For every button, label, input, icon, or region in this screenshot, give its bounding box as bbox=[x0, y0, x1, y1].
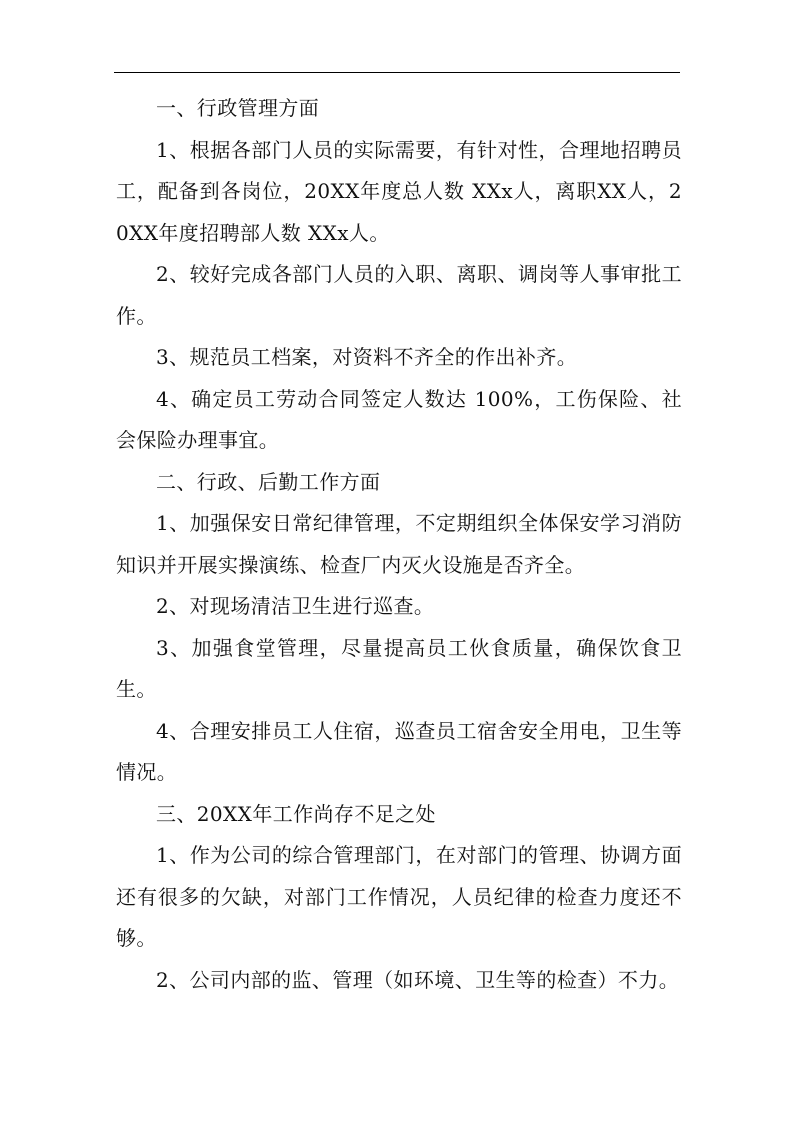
header-rule bbox=[114, 72, 680, 73]
paragraph-labor-contracts: 4、确定员工劳动合同签定人数达 100%，工伤保险、社会保险办理事宜。 bbox=[116, 386, 682, 452]
paragraph-hr-approval: 2、较好完成各部门人员的入职、离职、调岗等人事审批工作。 bbox=[116, 262, 682, 328]
paragraph-internal-supervision: 2、公司内部的监、管理（如环境、卫生等的检查）不力。 bbox=[156, 967, 680, 992]
section-heading-logistics: 二、行政、后勤工作方面 bbox=[156, 469, 381, 494]
paragraph-employee-files: 3、规范员工档案，对资料不齐全的作出补齐。 bbox=[156, 345, 578, 369]
paragraph-cleaning: 2、对现场清洁卫生进行巡查。 bbox=[156, 594, 435, 618]
section-heading-admin: 一、行政管理方面 bbox=[156, 96, 320, 120]
paragraph-recruitment: 1、根据各部门人员的实际需要，有针对性，合理地招聘员工，配备到各岗位，20XX年度总人数 XXx人，离职XX人，20XX年度招聘部人数 XXx人。 bbox=[116, 137, 682, 245]
paragraph-management-gaps: 1、作为公司的综合管理部门，在对部门的管理、协调方面还有很多的欠缺，对部门工作情况，人员纪律的检查力度还不够。 bbox=[116, 843, 682, 950]
paragraph-dormitory: 4、合理安排员工人住宿，巡查员工宿舍安全用电，卫生等情况。 bbox=[116, 718, 682, 784]
paragraph-security: 1、加强保安日常纪律管理，不定期组织全体保安学习消防知识并开展实操演练、检查厂内灭火设施是否齐全。 bbox=[116, 511, 682, 577]
section-heading-shortcomings: 三、20XX年工作尚存不足之处 bbox=[156, 801, 436, 826]
paragraph-canteen: 3、加强食堂管理，尽量提高员工伙食质量，确保饮食卫生。 bbox=[116, 635, 682, 701]
document-body bbox=[116, 88, 682, 1001]
